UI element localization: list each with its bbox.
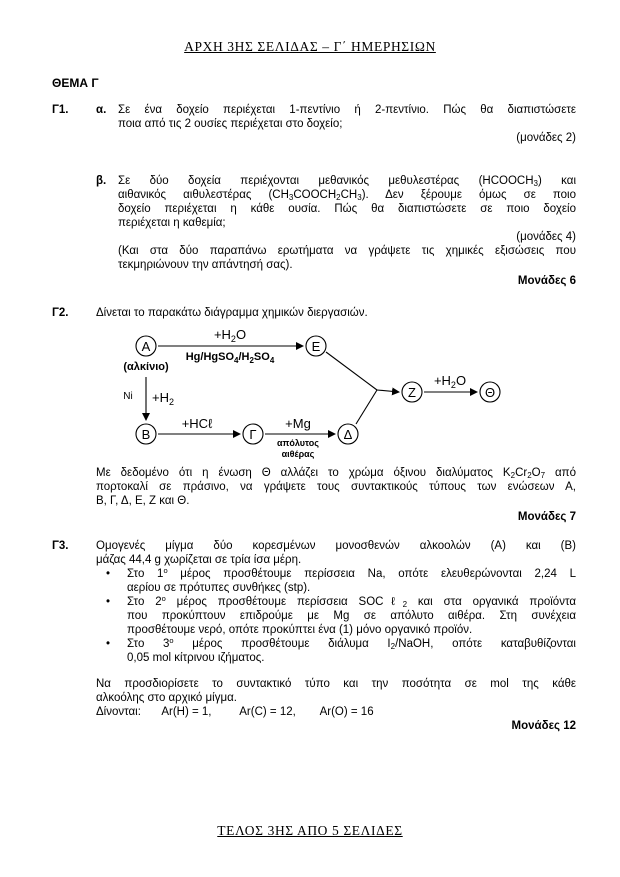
g1-note-line1: (Και στα δύο παραπάνω ερωτήματα να γράψετε τις χημικές εξισώσεις που [118, 245, 576, 257]
g2-total: Μονάδες 7 [517, 511, 576, 523]
h2-reagent: $+H_2$ [152, 390, 174, 407]
bullet-icon: • [106, 638, 111, 650]
given-label: Δίνονται: [96, 706, 141, 718]
given-c: Ar(C) = 12, [239, 706, 296, 718]
g1-a-text [118, 103, 576, 145]
g1-b-line4: περιέχεται η καθεμία; [118, 217, 226, 229]
g1-b-line3: δοχείο περιέχεται η κάθε ουσία. Πώς θα διαπιστώσετε σε ποιο δοχείο [118, 203, 576, 215]
node-z: Ζ [408, 385, 416, 400]
g3-bullet-2 [106, 595, 576, 637]
g1-a-points: (μονάδες 2) [516, 132, 576, 144]
ni-catalyst: Ni [123, 391, 133, 402]
node-a: Α [141, 339, 151, 354]
page-footer: ΤΕΛΟΣ 3ΗΣ ΑΠΟ 5 ΣΕΛΙΔΕΣ [217, 823, 403, 838]
g3-line1: Ομογενές μίγμα δύο κορεσμένων μονοσθενών αλκοολών (Α) και (Β) [96, 540, 576, 552]
g1-label: Γ1. [52, 104, 69, 116]
g3-bullet-1 [106, 567, 576, 595]
g1-a-line2: ποια από τις 2 ουσίες περιέχεται στο δοχείο; [118, 118, 343, 130]
g2-q-line2: πορτοκαλί σε πράσινο, να γράψετε τους συντακτικούς τύπους των ενώσεων Α, [96, 481, 576, 493]
mg-reagent: +Mg [285, 416, 311, 431]
theme-title: ΘΕΜΑ Γ [52, 76, 99, 90]
g1-b-line1: Σε δύο δοχεία περιέχονται μεθανικός μεθυλεστέρας $(HCOOCH_3)$ και [118, 175, 576, 188]
g3-bullet-3 [106, 637, 576, 665]
ether-line2: αιθέρας [281, 449, 315, 459]
g2-question [96, 466, 576, 524]
h2o-reagent: $+H_2O$ [213, 327, 247, 344]
g3-label: Γ3. [52, 540, 69, 552]
node-e: Ε [311, 339, 321, 354]
h2o-reagent-2: $+H_2O$ [433, 373, 467, 390]
arrow-to-z [377, 390, 399, 392]
hcl-reagent: +HCℓ [181, 416, 213, 431]
reaction-diagram [100, 322, 520, 462]
alkyne-label: (αλκίνιο) [123, 361, 169, 373]
g3-b2-line1: Στο $2^o$ μέρος προσθέτουμε περίσσεια SOCℓ$_2$ και στα οργανικά προϊόντα [127, 594, 576, 609]
g1-b-text [118, 174, 576, 288]
g3-b3-line2: 0,05 mol κίτρινου ιζήματος. [127, 652, 265, 664]
g1-b-points: (μονάδες 4) [516, 231, 576, 243]
node-d: Δ [343, 427, 353, 442]
line-d-z [356, 390, 377, 424]
g3-text [96, 539, 576, 733]
g1-b-line2: αιθανικός αιθυλεστέρας $(CH_3COOCH_2CH_3)$. Δεν ξέρουμε όμως σε ποιο [118, 189, 576, 202]
g1-a-line1: Σε ένα δοχείο περιέχεται 1-πεντίνιο ή 2-πεντίνιο. Πώς θα διαπιστώσετε [118, 104, 576, 116]
g2-q-line1: Με δεδομένο ότι η ένωση Θ αλλάζει το χρώμα όξινου διαλύματος $K_2Cr_2O_7$ από [96, 467, 576, 480]
g2-label: Γ2. [52, 307, 69, 319]
node-g: Γ [249, 427, 257, 442]
node-th: Θ [484, 385, 496, 400]
g3-b1-line1: Στο $1^o$ μέρος προσθέτουμε περίσσεια Na, οπότε ελευθερώνονται 2,24 L [127, 566, 576, 580]
g2-q-line3: Β, Γ, Δ, Ε, Ζ και Θ. [96, 495, 190, 507]
g1-b-label: β. [96, 175, 107, 187]
g2-intro: Δίνεται το παρακάτω διάγραμμα χημικών διεργασιών. [96, 307, 368, 319]
g3-total: Μονάδες 12 [511, 720, 576, 732]
g3-b2-line3: προσθέτουμε νερό, οπότε προκύπτει ένα (1) μόνο οργανικό προϊόν. [127, 624, 473, 636]
g3-b1-line2: αερίου σε πρότυπες συνθήκες (stp). [127, 582, 311, 594]
g3-line2: μάζας 44,4 g χωρίζεται σε τρία ίσα μέρη. [96, 554, 302, 566]
g3-b2-line2: που προκύπτουν επιδρούμε με Mg σε απόλυτο αιθέρα. Στη συνέχεια [127, 610, 576, 622]
ether-line1: απόλυτος [277, 438, 319, 448]
line-e-z [326, 352, 377, 390]
node-b: Β [141, 427, 151, 442]
g3-q-line2: αλκοόλης στο αρχικό μίγμα. [96, 692, 237, 704]
catalyst-reagent: $Hg/HgSO_4/H_2SO_4$ [185, 351, 275, 365]
given-h: Ar(H) = 1, [161, 706, 212, 718]
g1-total: Μονάδες 6 [517, 275, 576, 287]
bullet-icon: • [106, 568, 111, 580]
bullet-icon: • [106, 596, 111, 608]
page-header: ΑΡΧΗ 3ΗΣ ΣΕΛΙΔΑΣ – Γ΄ ΗΜΕΡΗΣΙΩΝ [184, 39, 436, 54]
g3-b3-line1: Στο $3^o$ μέρος προσθέτουμε διάλυμα $I_2$/NaOH, οπότε καταβυθίζονται [127, 636, 576, 651]
g3-q-line1: Να προσδιορίσετε το συντακτικό τύπο και την ποσότητα σε mol της κάθε [96, 678, 576, 690]
g3-given [96, 705, 576, 719]
g1-a-label: α. [96, 104, 107, 116]
given-o: Ar(O) = 16 [319, 706, 374, 718]
g1-note-line2: τεκμηριώνουν την απάντησή σας). [118, 259, 293, 271]
